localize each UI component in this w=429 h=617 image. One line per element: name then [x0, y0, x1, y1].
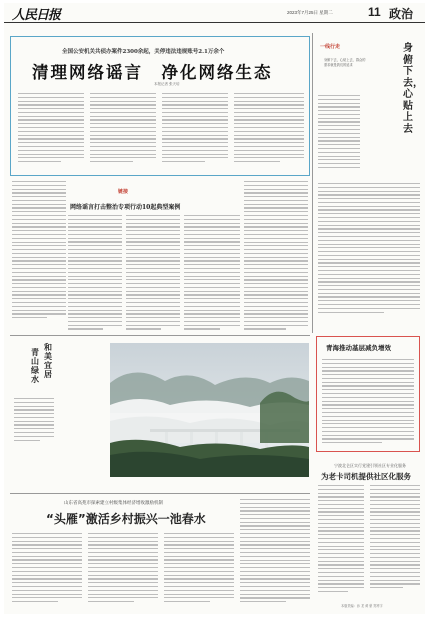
photo-title-col-1: 青山绿水: [31, 347, 39, 384]
right-bottom-kicker: 宁波北仑区实行党建引领社区专业化服务: [334, 463, 406, 468]
bottom-col-3: [164, 533, 234, 605]
section-name: 政治: [389, 7, 414, 21]
lead-headline: 清理网络谣言 净化网络生态: [32, 63, 273, 82]
column-divider: [312, 33, 313, 333]
lead-kicker: 全国公安机关共侦办案件2300余起，关停违法违规账号2.1万余个: [62, 49, 225, 55]
link-box-title: 网络谣言打击整治专项行动10起典型案例: [70, 204, 181, 211]
link-body-col-3: [184, 215, 240, 332]
highlight-article-headline: 青海推动基层减负增效: [326, 344, 391, 352]
column-tag: 一线行走: [320, 44, 341, 50]
right-col-upper: [244, 181, 308, 332]
bottom-article-headline: “头雁”激活乡村振兴一池春水: [46, 512, 206, 526]
column-body-b: [318, 183, 420, 315]
lead-body-col-4: [234, 93, 304, 165]
column-intro: 身俯下去，心贴上去，群众的需求就是我们的追求: [324, 58, 366, 68]
link-tag: 链接: [118, 189, 129, 195]
column-vertical-headline: 身俯下去，心贴上去: [403, 43, 423, 135]
bottom-col-1: [12, 533, 82, 605]
lead-body-col-3: [162, 93, 228, 165]
newspaper-page: [4, 3, 425, 614]
lead-body-col-2: [90, 93, 156, 165]
link-body-col-2: [126, 215, 180, 332]
bottom-top-rule: [10, 493, 310, 494]
bottom-col-2: [88, 533, 158, 605]
lead-byline: 本报记者 张天培: [154, 82, 180, 86]
lead-body-col-1: [18, 93, 84, 165]
column-body-a: [318, 95, 360, 171]
issue-date: 2023年7月25日 星期二: [287, 10, 333, 15]
bottom-col-4: [240, 499, 310, 605]
page-credits: 本版责编：孙 龙 黄 豪 郑秀宇: [341, 604, 383, 608]
highlight-article-body: [322, 359, 414, 446]
section-number: 11: [368, 5, 381, 19]
photo-top-rule: [10, 335, 310, 336]
newspaper-logo: 人民日报: [12, 8, 61, 23]
left-col-upper: [12, 181, 66, 321]
right-bottom-headline: 为老卡司机提供社区化服务: [321, 472, 411, 481]
bottom-article-kicker: 山东省高苑市探索建立村级集体经济增收激励机制: [64, 501, 163, 506]
photo-title-col-2: 和美宜居: [44, 342, 52, 379]
masthead: [4, 3, 425, 23]
link-body-col-1: [68, 215, 122, 332]
right-bottom-col-1: [318, 485, 364, 595]
photo-caption-text: [14, 398, 54, 443]
mountain-bridge-photo: [110, 343, 309, 477]
right-bottom-col-2: [370, 485, 420, 591]
